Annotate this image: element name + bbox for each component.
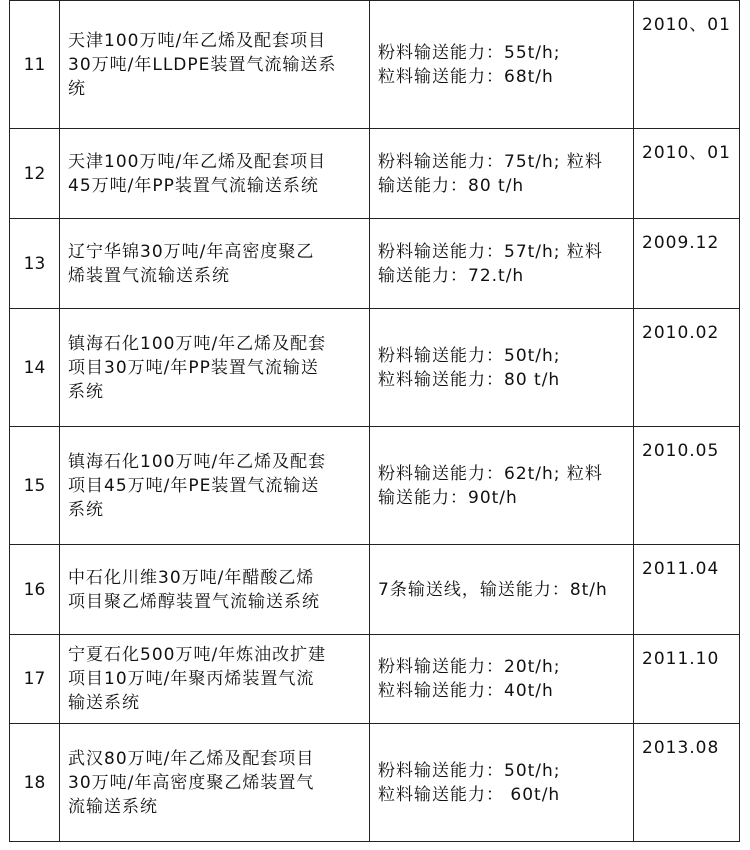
row-number: 17 xyxy=(10,635,60,724)
conveying-capacity: 7条输送线，输送能力：8t/h xyxy=(370,545,634,635)
conveying-capacity: 粉料输送能力：50t/h; 粒料输送能力： 60t/h xyxy=(370,724,634,842)
table-row xyxy=(10,309,740,427)
project-name: 武汉80万吨/年乙烯及配套项目 30万吨/年高密度聚乙烯装置气 流输送系统 xyxy=(60,724,370,842)
conveying-capacity: 粉料输送能力：20t/h; 粒料输送能力：40t/h xyxy=(370,635,634,724)
completion-date: 2013.08 xyxy=(634,724,740,842)
completion-date: 2009.12 xyxy=(634,219,740,309)
row-number: 11 xyxy=(10,1,60,129)
table-row xyxy=(10,545,740,635)
row-number: 14 xyxy=(10,309,60,427)
project-table xyxy=(9,0,740,842)
row-number: 13 xyxy=(10,219,60,309)
conveying-capacity: 粉料输送能力：55t/h; 粒料输送能力：68t/h xyxy=(370,1,634,129)
row-number: 15 xyxy=(10,427,60,545)
row-number: 18 xyxy=(10,724,60,842)
table-row xyxy=(10,724,740,842)
conveying-capacity: 粉料输送能力：75t/h; 粒料 输送能力：80 t/h xyxy=(370,129,634,219)
completion-date: 2010.02 xyxy=(634,309,740,427)
project-name: 辽宁华锦30万吨/年高密度聚乙 烯装置气流输送系统 xyxy=(60,219,370,309)
table-row xyxy=(10,219,740,309)
completion-date: 2010.05 xyxy=(634,427,740,545)
project-name: 镇海石化100万吨/年乙烯及配套 项目45万吨/年PE装置气流输送 系统 xyxy=(60,427,370,545)
project-name: 天津100万吨/年乙烯及配套项目 30万吨/年LLDPE装置气流输送系 统 xyxy=(60,1,370,129)
completion-date: 2011.04 xyxy=(634,545,740,635)
table-row xyxy=(10,635,740,724)
project-name: 天津100万吨/年乙烯及配套项目 45万吨/年PP装置气流输送系统 xyxy=(60,129,370,219)
project-name: 宁夏石化500万吨/年炼油改扩建 项目10万吨/年聚丙烯装置气流 输送系统 xyxy=(60,635,370,724)
conveying-capacity: 粉料输送能力：57t/h; 粒料 输送能力：72.t/h xyxy=(370,219,634,309)
row-number: 16 xyxy=(10,545,60,635)
completion-date: 2010、01 xyxy=(634,129,740,219)
completion-date: 2011.10 xyxy=(634,635,740,724)
conveying-capacity: 粉料输送能力：62t/h; 粒料 输送能力：90t/h xyxy=(370,427,634,545)
completion-date: 2010、01 xyxy=(634,1,740,129)
row-number: 12 xyxy=(10,129,60,219)
table-row xyxy=(10,427,740,545)
project-name: 镇海石化100万吨/年乙烯及配套 项目30万吨/年PP装置气流输送 系统 xyxy=(60,309,370,427)
conveying-capacity: 粉料输送能力：50t/h; 粒料输送能力：80 t/h xyxy=(370,309,634,427)
project-name: 中石化川维30万吨/年醋酸乙烯 项目聚乙烯醇装置气流输送系统 xyxy=(60,545,370,635)
table-row xyxy=(10,129,740,219)
table-row xyxy=(10,1,740,129)
